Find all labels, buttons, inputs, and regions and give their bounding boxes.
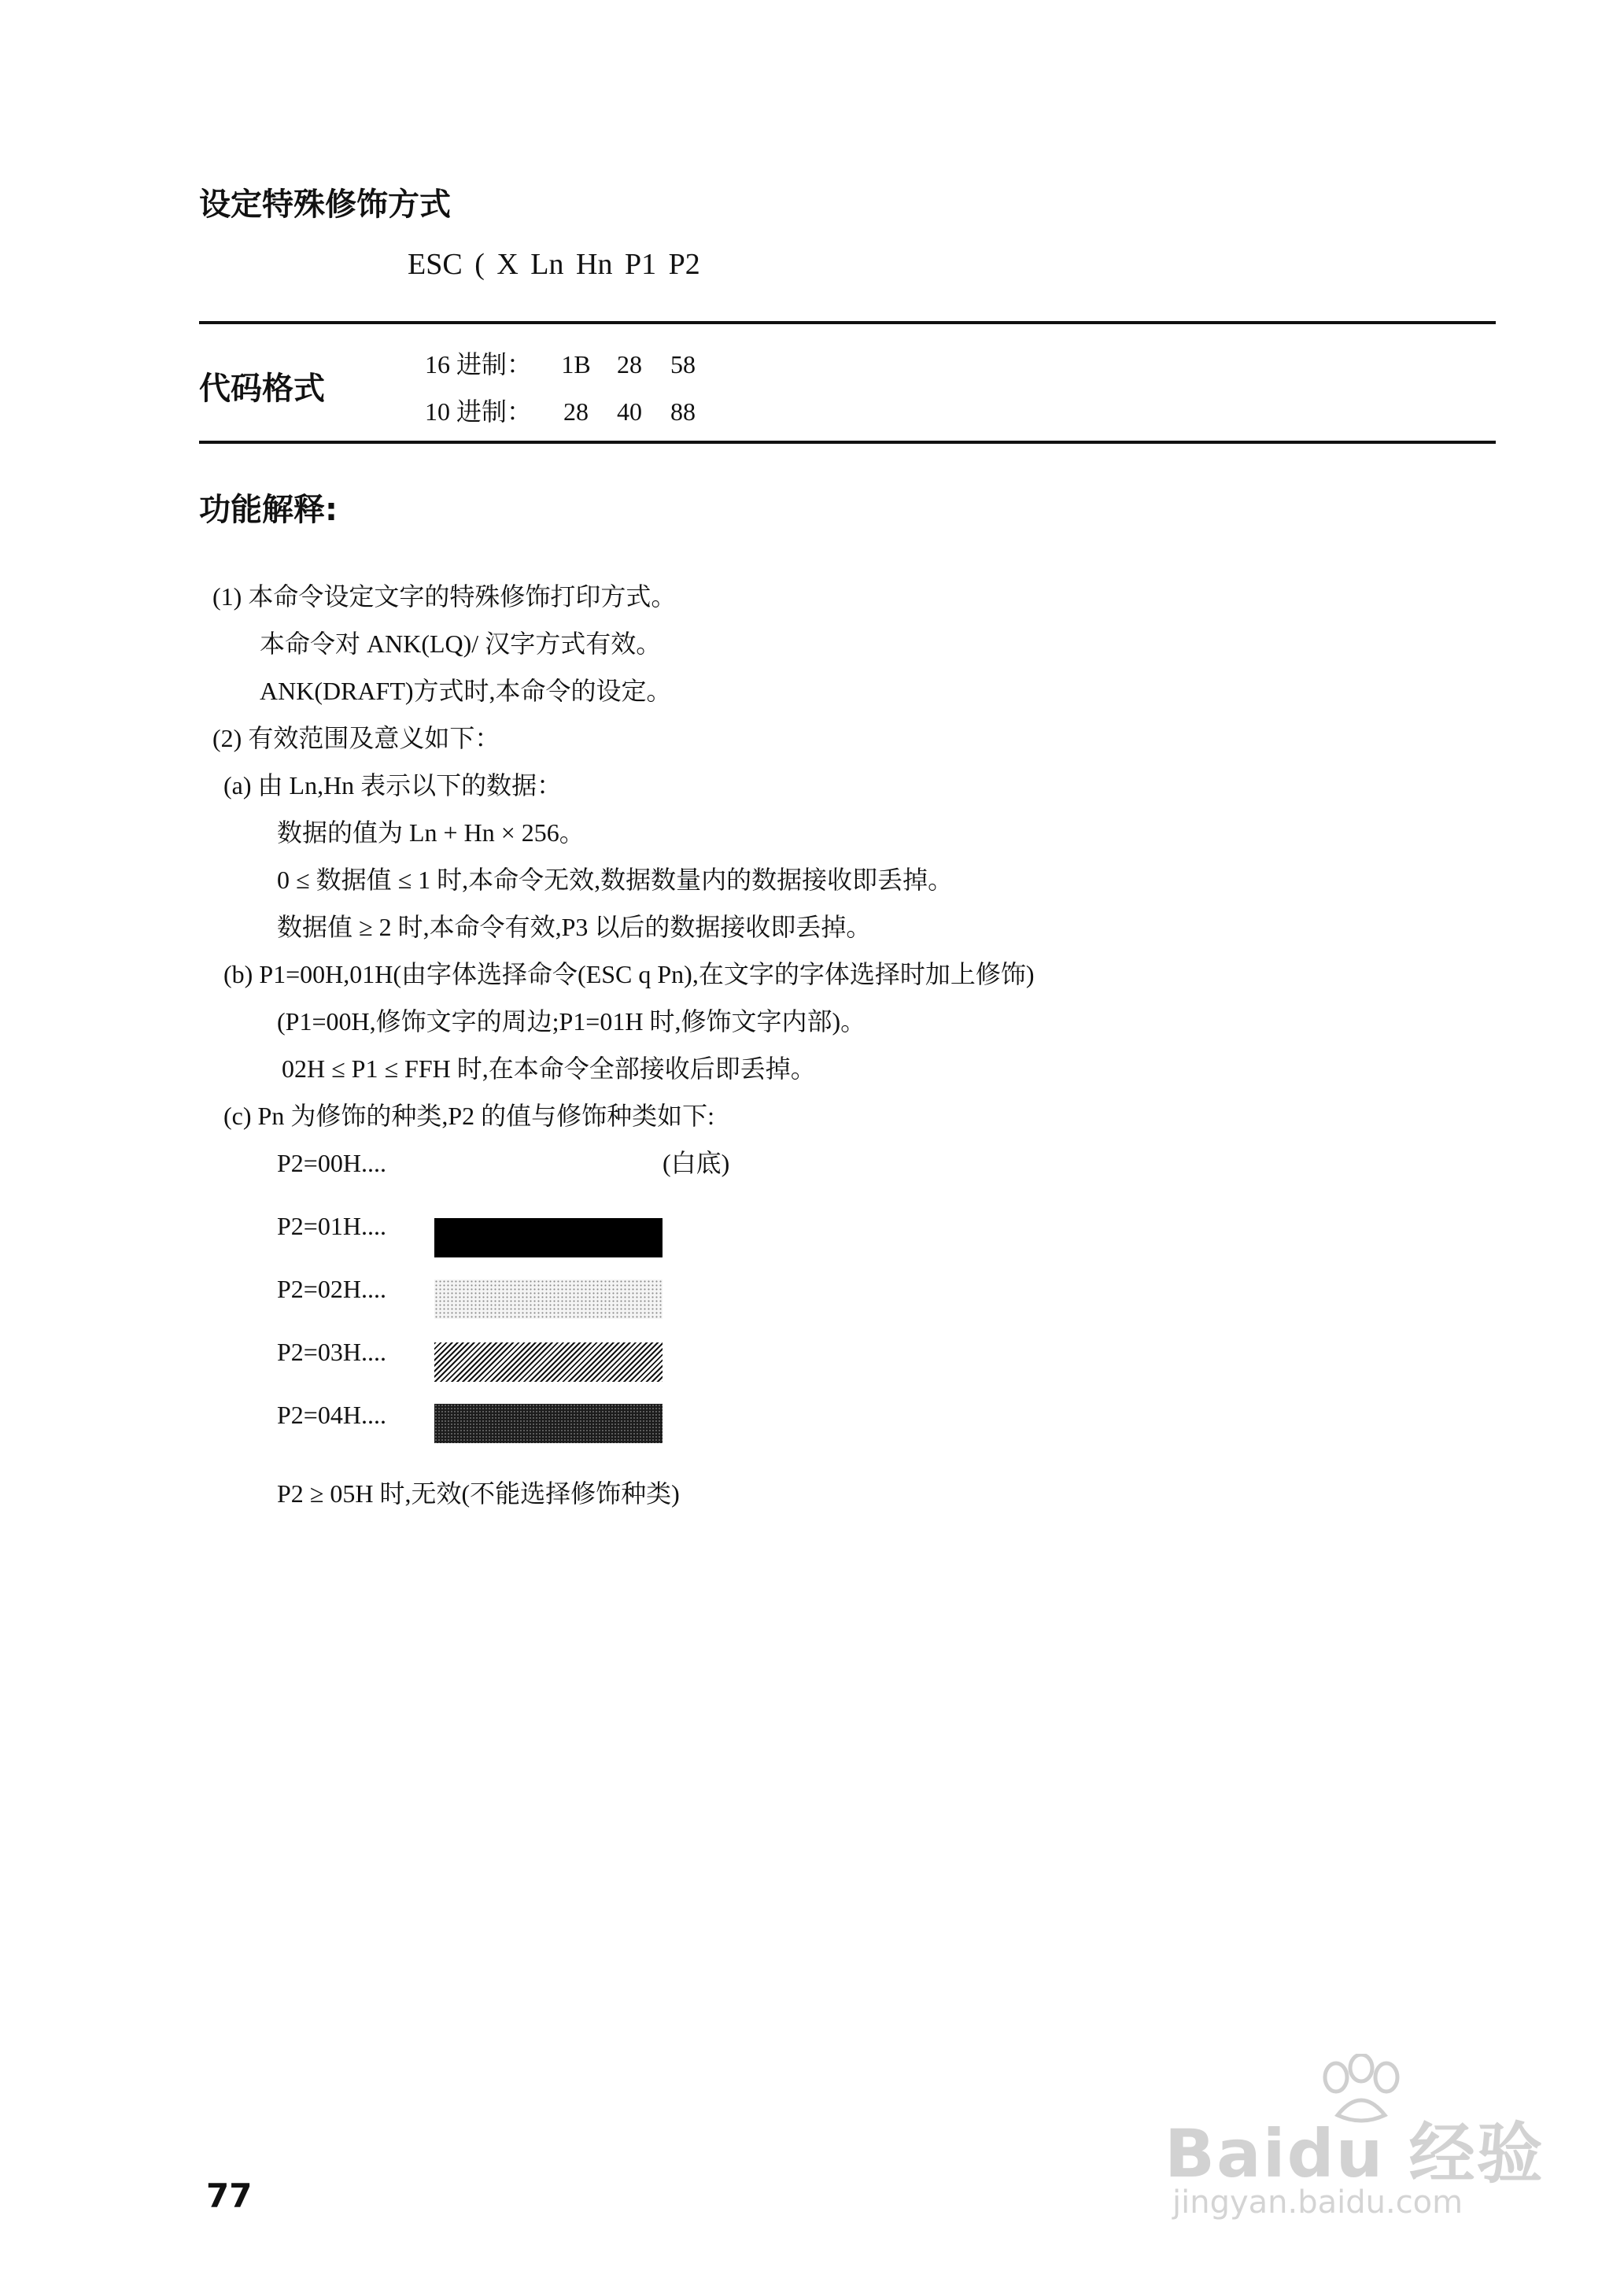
body-line: (a) 由 Ln,Hn 表示以下的数据： — [223, 771, 563, 799]
swatch-diagonal-hatch — [434, 1342, 663, 1382]
body-line: 02H ≤ P1 ≤ FFH 时,在本命令全部接收后即丢掉。 — [282, 1054, 816, 1083]
page-number: 77 — [206, 2177, 253, 2215]
decoration-label: P2=03H.... — [277, 1338, 386, 1366]
body-line: 本命令对 ANK(LQ)/ 汉字方式有效。 — [260, 630, 662, 658]
body-line: ANK(DRAFT)方式时,本命令的设定。 — [260, 677, 672, 705]
dec-value: 28 — [563, 397, 589, 426]
body-line: 数据值 ≥ 2 时,本命令有效,P3 以后的数据接收即丢掉。 — [277, 913, 872, 941]
body-line: (c) Pn 为修饰的种类,P2 的值与修饰种类如下: — [223, 1102, 715, 1130]
swatch-light-dots — [434, 1279, 663, 1319]
decoration-label: P2=00H.... — [277, 1149, 386, 1177]
invalid-note: P2 ≥ 05H 时,无效(不能选择修饰种类) — [277, 1479, 680, 1508]
function-title: 功能解释: — [199, 492, 338, 528]
decoration-label: P2=04H.... — [277, 1401, 386, 1429]
body-line: 数据的值为 Ln + Hn × 256。 — [277, 818, 585, 847]
command-syntax: ESC ( X Ln Hn P1 P2 — [408, 248, 700, 281]
hex-value: 28 — [617, 350, 642, 378]
decoration-label: P2=01H.... — [277, 1212, 386, 1240]
hex-code-row — [425, 345, 710, 381]
body-line: (b) P1=00H,01H(由字体选择命令(ESC q Pn),在文字的字体选择时加上修饰) — [223, 960, 1035, 988]
baidu-watermark — [1149, 2054, 1558, 2227]
hex-value: 58 — [670, 350, 696, 378]
body-line: 0 ≤ 数据值 ≤ 1 时,本命令无效,数据数量内的数据接收即丢掉。 — [277, 866, 954, 894]
bottom-rule — [199, 441, 1496, 444]
body-line: (P1=00H,修饰文字的周边;P1=01H 时,修饰文字内部)。 — [277, 1007, 866, 1036]
dec-value: 88 — [670, 397, 696, 426]
decoration-note: (白底) — [663, 1149, 730, 1177]
decoration-label: P2=02H.... — [277, 1275, 386, 1303]
section-title: 设定特殊修饰方式 — [199, 186, 451, 223]
watermark-url: jingyan.baidu.com — [1172, 2184, 1463, 2221]
watermark-logo: Baidu 经验 — [1164, 2115, 1545, 2192]
top-rule — [199, 321, 1496, 324]
body-line: (2) 有效范围及意义如下： — [212, 724, 500, 752]
swatch-dark-speckle — [434, 1404, 663, 1443]
dec-value: 40 — [617, 397, 642, 426]
hex-label: 16 进制： — [425, 350, 533, 378]
dec-label: 10 进制： — [425, 397, 533, 426]
body-line: (1) 本命令设定文字的特殊修饰打印方式。 — [212, 582, 677, 611]
swatch-solid-black — [434, 1218, 663, 1257]
hex-value: 1B — [561, 350, 591, 378]
dec-code-row — [425, 392, 710, 428]
code-format-label: 代码格式 — [199, 371, 325, 407]
